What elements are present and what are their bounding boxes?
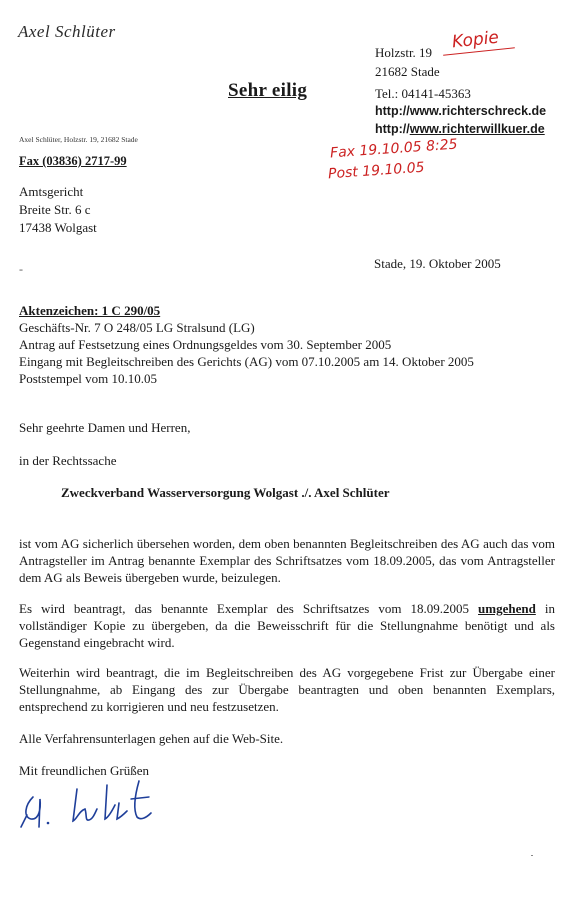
fax-number: Fax (03836) 2717-99 [19, 154, 127, 168]
recipient-line-2: Breite Str. 6 c [19, 202, 91, 217]
paragraph-3: Weiterhin wird beantragt, die im Begleitschreiben des AG vorgegebene Frist zur Übergabe einer Stellungnahme, ab Eingang des zur Übergabe beantragten und oben benannten Exemplars, entsprechend zu korrigieren und neu festzusetzen. [19, 665, 555, 714]
website-link-1[interactable]: http://www.richterschreck.de [375, 104, 547, 118]
fax-handwritten-note: Fax 19.10.05 8:25 [329, 136, 459, 162]
reference-line-5: Poststempel vom 10.10.05 [19, 371, 157, 386]
website-link-2-domain: www.richterwillkuer.de [409, 122, 545, 136]
reference-line-2: Geschäfts-Nr. 7 O 248/05 LG Stralsund (LG) [19, 320, 255, 335]
paragraph-1: ist vom AG sicherlich übersehen worden, dem oben benannten Begleitschreiben des AG auch das vom Antragsteller im Antrag benannte Exemplar des Schriftsatzes vom 18.09.2005, das vom Antragsteller dem AG als Beweis übergeben wurde, beizulegen. [19, 536, 555, 585]
letter-date: Stade, 19. Oktober 2005 [374, 256, 501, 271]
kopie-stamp: Kopie [451, 27, 500, 53]
post-handwritten-note: Post 19.10.05 [327, 159, 426, 183]
closing: Mit freundlichen Grüßen [19, 763, 149, 778]
paragraph-2 [19, 600, 555, 651]
stray-dash: - [19, 262, 23, 276]
recipient-line-1: Amtsgericht [19, 184, 84, 199]
paragraph-2-end: in vollständiger Kopie zu übergeben, da die Beweisschrift für die Stellungnahme benötigt und als Gegenstand eingebracht wird. [19, 601, 555, 650]
return-address-line: Axel Schlüter, Holzstr. 19, 21682 Stade [19, 135, 138, 144]
case-title: Zweckverband Wasserversorgung Wolgast ./. Axel Schlüter [61, 485, 390, 500]
paragraph-2-start: Es wird beantragt, das benannte Exemplar des Schriftsatzes vom 18.09.2005 [19, 601, 479, 616]
paragraph-4: Alle Verfahrensunterlagen gehen auf die Web-Site. [19, 731, 284, 746]
paragraph-2-emphasis: umgehend [478, 601, 536, 616]
scan-speck [531, 855, 533, 856]
salutation: Sehr geehrte Damen und Herren, [19, 420, 191, 435]
website-link-2[interactable] [375, 122, 545, 136]
reference-line-3: Antrag auf Festsetzung eines Ordnungsgeldes vom 30. September 2005 [19, 337, 392, 352]
website-link-2-prefix: http:// [375, 122, 410, 136]
handwritten-signature [15, 775, 165, 835]
sender-phone: Tel.: 04141-45363 [375, 86, 471, 101]
reference-line-4: Eingang mit Begleitschreiben des Gerichts (AG) vom 07.10.2005 am 14. Oktober 2005 [19, 354, 474, 369]
sender-city: 21682 Stade [375, 64, 440, 79]
page-title: Sehr eilig [228, 80, 308, 101]
recipient-line-3: 17438 Wolgast [19, 220, 97, 235]
sender-street: Holzstr. 19 [375, 45, 433, 60]
aktenzeichen: Aktenzeichen: 1 C 290/05 [19, 303, 161, 318]
sender-name-handwritten: Axel Schlüter [18, 22, 116, 41]
intro-text: in der Rechtssache [19, 453, 117, 468]
